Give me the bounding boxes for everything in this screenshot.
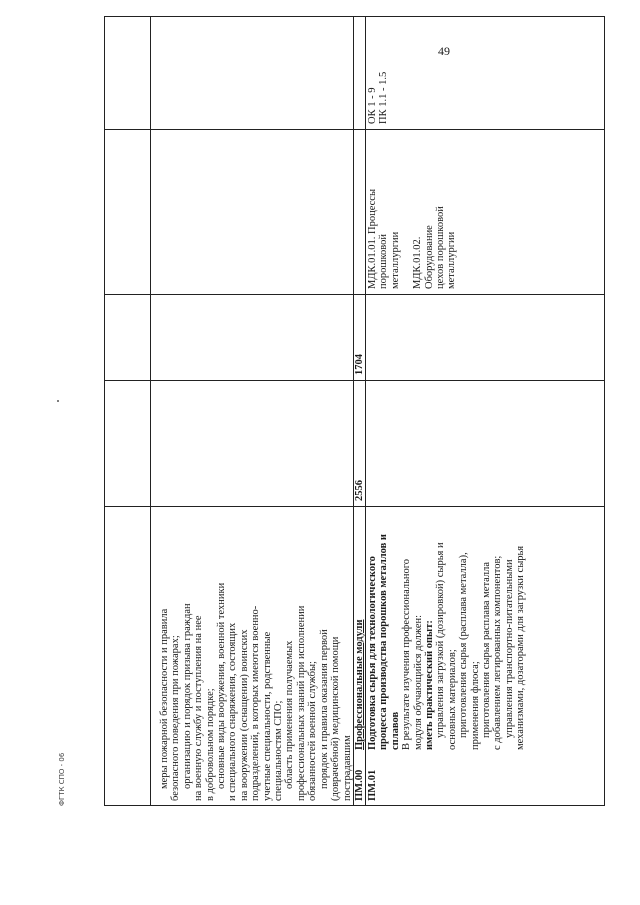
pm01-description (367, 534, 527, 750)
row-divider-code (150, 16, 151, 806)
pm00-max-load: 2556 (354, 480, 365, 501)
text-line: на военную службу и поступления на нее (193, 615, 205, 801)
pm01-title-line: Подготовка сырья для технологического (367, 556, 378, 750)
text-line: область применения получаемых (284, 640, 296, 789)
table-border-right (104, 16, 605, 17)
text-line: и специального снаряжения, состоящих (227, 622, 239, 801)
text-line: подразделений, в которых имеются военно- (250, 605, 262, 801)
page-number: 49 (438, 44, 450, 58)
mdk-line: цехов порошковой (435, 206, 447, 289)
column-divider-3 (104, 294, 605, 295)
text-line: учетные специальности, родственные (261, 631, 273, 801)
pm01-experience-line: с добавлением легированных компонентов; (492, 555, 504, 750)
pm01-title-line: процесса производства порошков металлов и (378, 534, 390, 750)
competency-line: ОК 1 - 9 (367, 87, 378, 124)
mdk-line: металлургии (446, 231, 458, 289)
table-border-left (104, 805, 605, 806)
competency-line: ПК 1.1 - 1.5 (378, 71, 390, 124)
pm01-competencies (367, 72, 390, 124)
text-line: порядок и правила оказания первой (318, 629, 330, 789)
pm01-experience-heading: иметь практический опыт: (424, 620, 436, 750)
pm01-experience-line: управления транспортно-питательными (503, 559, 515, 738)
pm01-experience-line: механизмами, дозаторами для загрузки сырья (515, 545, 527, 750)
text-line: организацию и порядок призыва граждан (181, 603, 193, 789)
mdk-line: МДК.01.02. (412, 236, 424, 289)
mdk-line: металлургии (389, 231, 401, 289)
text-line: основные виды вооружения, военной техники (216, 582, 228, 789)
table-border-bottom (604, 16, 605, 806)
column-divider-2 (104, 380, 605, 381)
text-line: на вооружении (оснащении) воинских (238, 629, 250, 801)
mdk-line: порошковой (378, 233, 390, 289)
text-line: меры пожарной безопасности и правила (159, 608, 170, 789)
pm01-code: ПМ.01 (367, 769, 378, 801)
pm01-experience-line: управления загрузкой (дозировкой) сырья и (435, 542, 447, 738)
pm01-intro-line: В результате изучения профессионального (401, 558, 413, 750)
pm01-title-line: сплавов (389, 711, 401, 750)
mdk-line: МДК.01.01. Процессы (367, 188, 378, 289)
pm01-experience-line: основных материалов; (446, 649, 458, 750)
text-line: в добровольном порядке; (204, 688, 216, 801)
continued-description (159, 583, 353, 801)
text-line: профессиональных знаний при исполнении (295, 605, 307, 801)
pm00-code: ПМ.00 (354, 769, 365, 801)
pm00-title: Профессиональные модули (354, 619, 365, 750)
text-line: обязанностей военной службы; (307, 661, 319, 801)
text-line: пострадавшим (341, 735, 353, 801)
pm01-mdk (367, 189, 458, 289)
text-line: специальностям СПО; (273, 700, 285, 801)
column-divider-1 (104, 506, 605, 507)
table-border-top (104, 16, 105, 806)
mdk-line: Оборудование (423, 225, 435, 289)
pm01-experience-line: приготовления сырья расплава металла (481, 561, 493, 738)
pm00-obligatory: 1704 (354, 354, 365, 375)
pm01-experience-line: применения флюса; (469, 661, 481, 750)
text-line: (доврачебной) медицинской помощи (330, 636, 342, 801)
column-divider-4 (104, 129, 605, 130)
pm01-experience-line: приготовления сырья (расплава металла), (458, 552, 470, 738)
pm01-intro-line: модуля обучающийся должен: (412, 614, 424, 750)
mdk-gap (401, 189, 412, 289)
text-line: безопасного поведения при пожарах; (170, 635, 182, 801)
page-footer: ФГТК СПО - 06 (58, 752, 66, 806)
